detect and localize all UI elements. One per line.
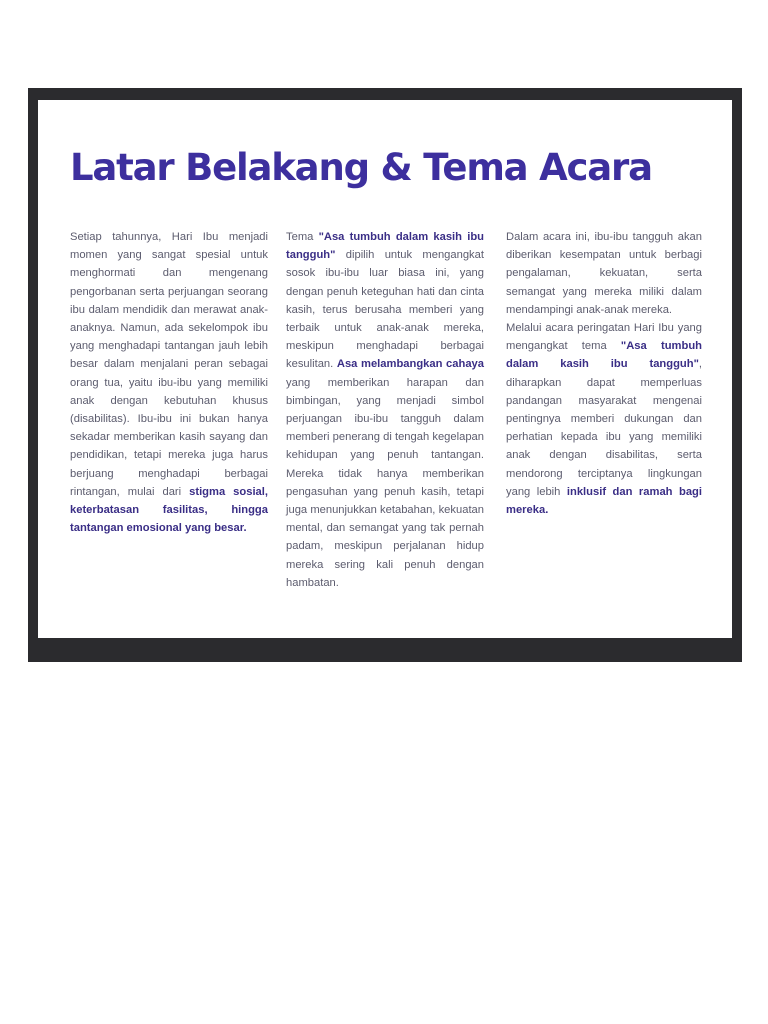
- column-1-text: Setiap tahunnya, Hari Ibu menjadi momen yang sangat spesial untuk menghormati dan mengenang pengorbanan serta perjuangan seorang ibu dalam mendidik dan merawat anak-anaknya. Namun, ada sekelompok ibu yang menghadapi tantangan jauh lebih besar dalam menjalani peran sebagai orang tua, yaitu ibu-ibu yang memiliki anak dengan kebutuhan khusus (disabilitas). Ibu-ibu ini bukan hanya sekadar memberikan kasih sayang dan pendidikan, tetapi mereka juga harus berjuang menghadapi berbagai rintangan, mulai dari: [70, 231, 268, 498]
- column-2-paragraph: [286, 228, 484, 592]
- slide: [38, 100, 732, 638]
- column-2-text-1: Tema: [286, 231, 319, 243]
- column-1-paragraph: [70, 228, 268, 537]
- slide-frame: [28, 88, 742, 662]
- column-2: [286, 228, 484, 592]
- column-2-text-3: yang memberikan harapan dan bimbingan, yang menjadi simbol perjuangan ibu-ibu tangguh dalam memberi penerang di tengah kegelapan kehidupan yang penuh tantangan. Mereka tidak hanya memberikan pengasuhan yang penuh kasih, tetapi juga menunjukkan ketabahan, kekuatan mental, dan semangat yang tak pernah padam, meskipun perjalanan hidup mereka sering kali penuh dengan hambatan.: [286, 376, 484, 589]
- column-3-text-2: , diharapkan dapat memperluas pandangan masyarakat mengenai pentingnya memberi dukungan dan perhatian kepada ibu yang memiliki anak dengan disabilitas, serta mendorong terciptanya lingkungan yang lebih: [506, 358, 702, 498]
- column-2-bold-theme: "Asa tumbuh dalam kasih ibu tangguh": [286, 231, 484, 262]
- column-2-text-2: dipilih untuk mengangkat sosok ibu-ibu luar biasa ini, yang dengan penuh keteguhan hati dan cinta kasih, terus berusaha memberi yang terbaik untuk anak-anak mereka, meskipun menghadapi berbagai kesulitan.: [286, 249, 484, 371]
- column-2-bold-asa: Asa melambangkan cahaya: [336, 358, 484, 371]
- column-1: [70, 228, 268, 537]
- column-3-bold-inklusif: inklusif dan ramah bagi mereka.: [506, 485, 702, 517]
- column-3: [506, 228, 702, 519]
- slide-title: Latar Belakang & Tema Acara: [70, 146, 652, 189]
- column-3-bold-theme: "Asa tumbuh dalam kasih ibu tangguh": [506, 340, 702, 371]
- column-1-bold-text: stigma sosial, keterbatasan fasilitas, hingga tantangan emosional yang besar.: [70, 485, 268, 535]
- column-3-text-1: Melalui acara peringatan Hari Ibu yang mengangkat tema: [506, 322, 702, 353]
- column-3-paragraph-1: Dalam acara ini, ibu-ibu tangguh akan diberikan kesempatan untuk berbagi pengalaman, kekuatan, serta semangat yang mereka miliki dalam mendampingi anak-anak mereka.: [506, 231, 702, 316]
- column-3-paragraph-2: [506, 319, 702, 519]
